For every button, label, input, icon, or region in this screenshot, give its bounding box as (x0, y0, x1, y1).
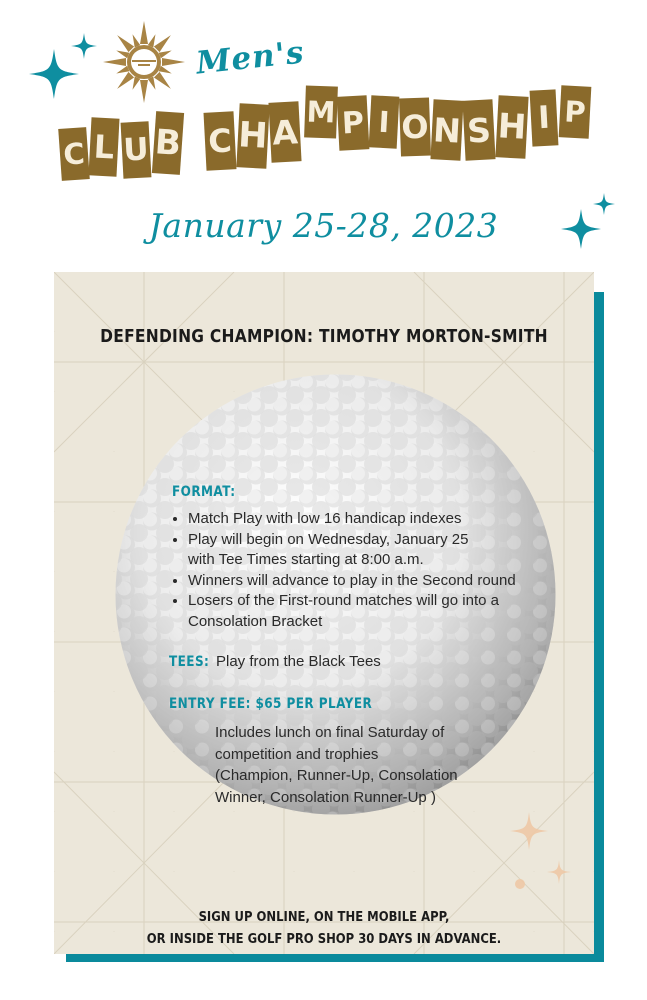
title-letter-tile: N (430, 99, 463, 160)
event-date: January 25-28, 2023 (148, 206, 499, 245)
format-label: FORMAT: (172, 484, 236, 500)
title-letter-tile: B (152, 111, 184, 175)
format-list (170, 509, 568, 632)
title-letter-tile: M (304, 85, 338, 138)
title-letter-tile: I (530, 89, 559, 146)
list-item: • Losers of the First-round matches will go into a Consolation Bracket (188, 591, 568, 632)
title-letter-tile: A (268, 101, 301, 162)
defending-champion: DEFENDING CHAMPION: TIMOTHY MORTON-SMITH (100, 326, 548, 347)
title-letter-tile: H (495, 95, 528, 158)
entry-fee-details: Includes lunch on final Saturday of competition and trophies (Champion, Runner-Up, Consolation Winner, Consolation Runner-Up ) (215, 724, 458, 806)
title-letter-tile: U (121, 121, 152, 178)
title-letter-tile: I (369, 95, 400, 148)
tees-label: TEES: (169, 654, 210, 670)
title-letter-tile: L (89, 117, 120, 176)
tees-value: Play from the Black Tees (216, 653, 381, 670)
title-letter-tile: C (58, 127, 90, 181)
list-item: • Play will begin on Wednesday, January 25 with Tee Times starting at 8:00 a.m. (188, 530, 568, 571)
title-letter-tile: P (337, 95, 370, 150)
title-letter-tile: C (204, 111, 237, 170)
title-letter-tile: S (462, 99, 495, 160)
entry-fee-label: ENTRY FEE: $65 PER PLAYER (169, 696, 373, 712)
list-item: • Match Play with low 16 handicap indexes (188, 509, 568, 530)
title-letter-tile: H (236, 103, 269, 168)
club-championship-title (0, 0, 647, 200)
info-card (54, 272, 594, 954)
list-item: • Winners will advance to play in the Second round (188, 571, 568, 592)
title-letter-tile: P (559, 85, 592, 138)
signup-footer: SIGN UP ONLINE, ON THE MOBILE APP, OR INSIDE THE GOLF PRO SHOP 30 DAYS IN ADVANCE. (146, 909, 502, 947)
title-letter-tile: O (399, 97, 431, 156)
mens-heading: Men's (194, 34, 307, 82)
